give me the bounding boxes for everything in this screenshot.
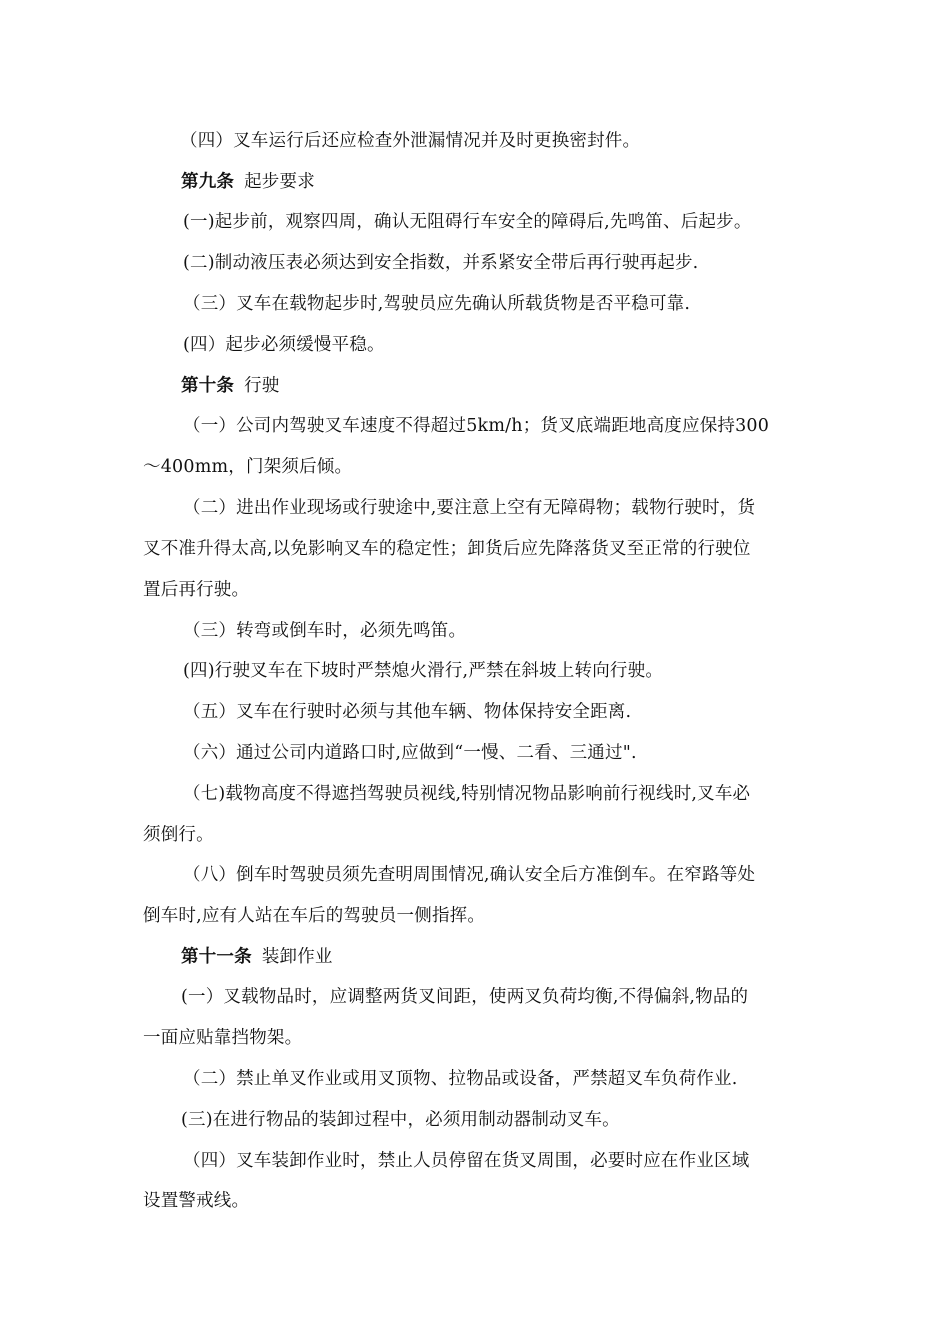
article-heading (181, 945, 333, 969)
paragraph-line: 一面应贴靠挡物架。 (143, 1028, 303, 1048)
paragraph-line: (三)在进行物品的装卸过程中，必须用制动器制动叉车。 (181, 1110, 620, 1130)
paragraph-line: （一）公司内驾驶叉车速度不得超过5km/h；货叉底端距地高度应保持300 (183, 416, 770, 436)
article-number: 第十一条 (181, 947, 252, 967)
paragraph-line: (一）叉载物品时，应调整两货叉间距，使两叉负荷均衡,不得偏斜,物品的 (181, 987, 749, 1007)
paragraph-line: （四）叉车运行后还应检查外泄漏情况并及时更换密封件。 (180, 131, 641, 151)
paragraph-line: 设置警戒线。 (143, 1191, 250, 1211)
paragraph-line: 置后再行驶。 (143, 580, 250, 600)
paragraph-line: （八）倒车时驾驶员须先查明周围情况,确认安全后方准倒车。在窄路等处 (183, 865, 756, 885)
paragraph-line: ～400mm，门架须后倾。 (143, 457, 353, 477)
paragraph-line: （七)载物高度不得遮挡驾驶员视线,特别情况物品影响前行视线时,叉车必 (183, 784, 751, 804)
paragraph-line: （二）进出作业现场或行驶途中,要注意上空有无障碍物；载物行驶时，货 (183, 498, 756, 518)
paragraph-line: 倒车时,应有人站在车后的驾驶员一侧指挥。 (143, 906, 486, 926)
paragraph-line: （六）通过公司内道路口时,应做到“一慢、二看、三通过". (183, 743, 637, 763)
paragraph-line: (二)制动液压表必须达到安全指数，并系紧安全带后再行驶再起步. (183, 253, 699, 273)
paragraph-line: 叉不准升得太高,以免影响叉车的稳定性；卸货后应先降落货叉至正常的行驶位 (143, 539, 751, 559)
paragraph-line: （二）禁止单叉作业或用叉顶物、拉物品或设备，严禁超叉车负荷作业. (183, 1069, 738, 1089)
paragraph-line: （五）叉车在行驶时必须与其他车辆、物体保持安全距离. (183, 702, 632, 722)
paragraph-line: （四）叉车装卸作业时，禁止人员停留在货叉周围，必要时应在作业区域 (183, 1151, 750, 1171)
article-title: 起步要求 (244, 172, 315, 192)
article-heading (181, 374, 280, 398)
paragraph-line: 须倒行。 (143, 825, 214, 845)
paragraph-line: (四)行驶叉车在下坡时严禁熄火滑行,严禁在斜坡上转向行驶。 (183, 661, 664, 681)
article-heading (181, 170, 315, 194)
paragraph-line: (四）起步必须缓慢平稳。 (183, 335, 385, 355)
paragraph-line: （三）转弯或倒车时，必须先鸣笛。 (183, 621, 467, 641)
article-title: 装卸作业 (261, 947, 333, 967)
paragraph-line: (一)起步前，观察四周，确认无阻碍行车安全的障碍后,先鸣笛、后起步。 (183, 212, 752, 232)
article-number: 第九条 (181, 172, 235, 192)
article-number: 第十条 (181, 376, 235, 396)
paragraph-line: （三）叉车在载物起步时,驾驶员应先确认所载货物是否平稳可靠. (183, 294, 691, 314)
article-title: 行驶 (244, 376, 280, 396)
